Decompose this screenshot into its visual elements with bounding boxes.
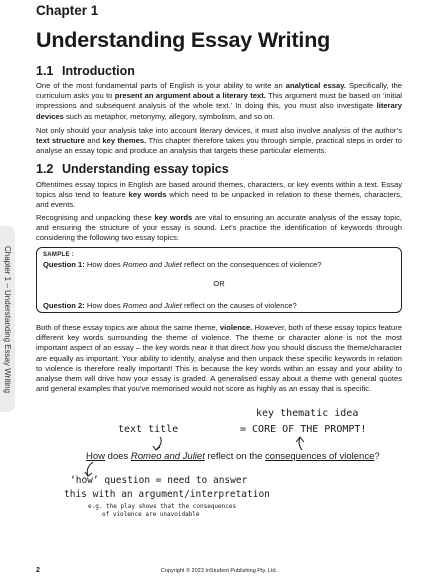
topics-paragraph-3: Both of these essay topics are about the same theme, violence. However, both of these essay topics feature different key words surrounding the theme of violence. The theme or character alone is not the most important aspect of an essay – the key words near it that direct how you should discuss the theme/character are equally as important. Your ability to identify, analyse and then unpack these specific keywords in relation to violence is therefore really important! This is because the key words within an essay and your ability to analyse them will drive how your essay is graded. A generalised essay about a theme with general quotes and general examples that you’ve memorised would not score as highly as an essay that is specific. (36, 323, 402, 394)
annotation-example-1: e.g. the play shows that the consequences (88, 503, 237, 510)
page-title: Understanding Essay Writing (36, 28, 331, 52)
annotation-how-note-1: ‘how’ question = need to answer (70, 475, 248, 486)
annotation-how-note-2: this with an argument/interpretation (64, 489, 270, 500)
intro-paragraph-2: Not only should your analysis take into account literary devices, it must also involve analysis of the author’s text structure and key themes. This chapter therefore takes you through simple, practical steps in order to analyse an essay topic and produce an analysis that targets these particular elements. (36, 126, 402, 156)
annotation-key-theme-line-1: key thematic idea (256, 408, 359, 419)
section-heading-introduction: 1.1 Introduction (36, 64, 135, 78)
topics-paragraph-1: Oftentimes essay topics in English are based around themes, characters, or key events within a text. Essay topics also tend to feature key words which need to be unpacked in relation to these themes, characters, and events. (36, 180, 402, 210)
intro-paragraph-1: One of the most fundamental parts of English is your ability to write an analytical essay. Specifically, the curriculum asks you to present an argument about a literary text. This argument must be based on ‘initial impressions and subsequent analysis of the whole text.’ In doing this, you must also investigate literary devices such as metaphor, metonymy, allegory, symbolism, and so on. (36, 81, 402, 121)
chapter-label: Chapter 1 (36, 3, 99, 18)
sample-question-2: Question 2: How does Romeo and Juliet reflect on the causes of violence? (43, 301, 297, 310)
sample-or: OR (213, 279, 225, 288)
section-heading-essay-topics: 1.2 Understanding essay topics (36, 162, 229, 176)
copyright-notice: Copyright © 2023 InStudent Publishing Pty. Ltd. (160, 568, 278, 574)
page-number: 2 (36, 567, 40, 574)
sample-question-1: Question 1: How does Romeo and Juliet reflect on the consequences of violence? (43, 260, 322, 269)
topics-paragraph-2: Recognising and unpacking these key words are vital to ensuring an accurate analysis of the essay topic, and ensuring the structure of your essay is sound. Let’s practice the identification of keywords through considering the following two essay topics: (36, 213, 402, 243)
annotation-example-2: of violence are unavoidable (102, 511, 200, 518)
annotation-key-theme-line-2: = CORE OF THE PROMPT! (240, 424, 367, 435)
annotated-question: How does Romeo and Juliet reflect on the consequences of violence? (86, 451, 380, 462)
side-tab-label: Chapter 1 – Understanding Essay Writing (3, 245, 13, 393)
sample-label: SAMPLE : (43, 252, 75, 258)
annotation-text-title: text title (118, 424, 179, 435)
